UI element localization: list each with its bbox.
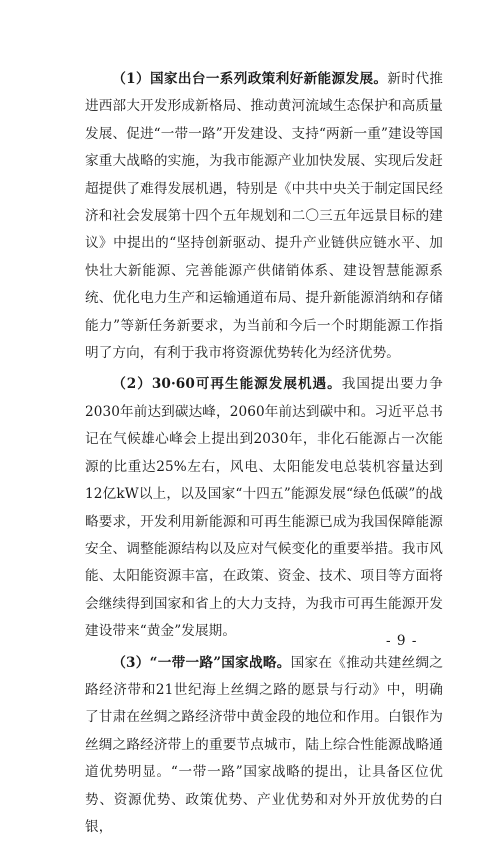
paragraph-heading: （3）“一带一路”国家战略。 xyxy=(112,654,291,671)
paragraph-text: 我国提出要力争2030年前达到碳达峰，2060年前达到碳中和。习近平总书记在气候雄心峰会上提出到2030年，非化石能源占一次能源的比重达25%左右，风电、太阳能发电总装机容量达到12亿kW以上，以及国家“十四五”能源发展“绿色低碳”的战略要求，开发利用新能源和可再生能源已成为我国保障能源安全、调整能源结构以及应对气候变化的重要举措。我市风能、太阳能资源丰富，在政策、资金、技术、项目等方面将会继续得到国家和省上的大力支持，为我市可再生能源开发建设带来“黄金”发展期。 xyxy=(85,376,444,640)
paragraph-text: 新时代推进西部大开发形成新格局、推动黄河流域生态保护和高质量发展、促进“一带一路”开发建设、支持“两新一重”建设等国家重大战略的实施，为我市能源产业加快发展、实现后发赶超提供了难得发展机遇，特别是《中共中央关于制定国民经济和社会发展第十四个五年规划和二〇三五年远景目标的建议》中提出的“坚持创新驱动、提升产业链供应链水平、加快壮大新能源、完善能源产供储销体系、建设智慧能源系统、优化电力生产和运输通道布局、提升新能源消纳和存储能力”等新任务新要求，为当前和今后一个时期能源工作指明了方向，有利于我市将资源优势转化为经济优势。 xyxy=(85,71,443,362)
paragraph-policy xyxy=(85,66,443,367)
paragraph-heading: （2）30·60可再生能源发展机遇。 xyxy=(112,376,342,393)
paragraph-text: 国家在《推动共建丝绸之路经济带和21世纪海上丝绸之路的愿景与行动》中，明确了甘肃在丝绸之路经济带中黄金段的地位和作用。白银作为丝绸之路经济带上的重要节点城市，陆上综合性能源战略通道优势明显。“一带一路”国家战略的提出，让具备区位优势、资源优势、政策优势、产业优势和对外开放优势的白银， xyxy=(85,654,443,835)
paragraph-belt-road xyxy=(85,650,443,842)
paragraph-heading: （1）国家出台一系列政策利好新能源发展。 xyxy=(112,71,388,87)
page-number: - 9 - xyxy=(386,633,418,649)
document-body xyxy=(85,66,443,845)
paragraph-renewable xyxy=(85,371,443,645)
